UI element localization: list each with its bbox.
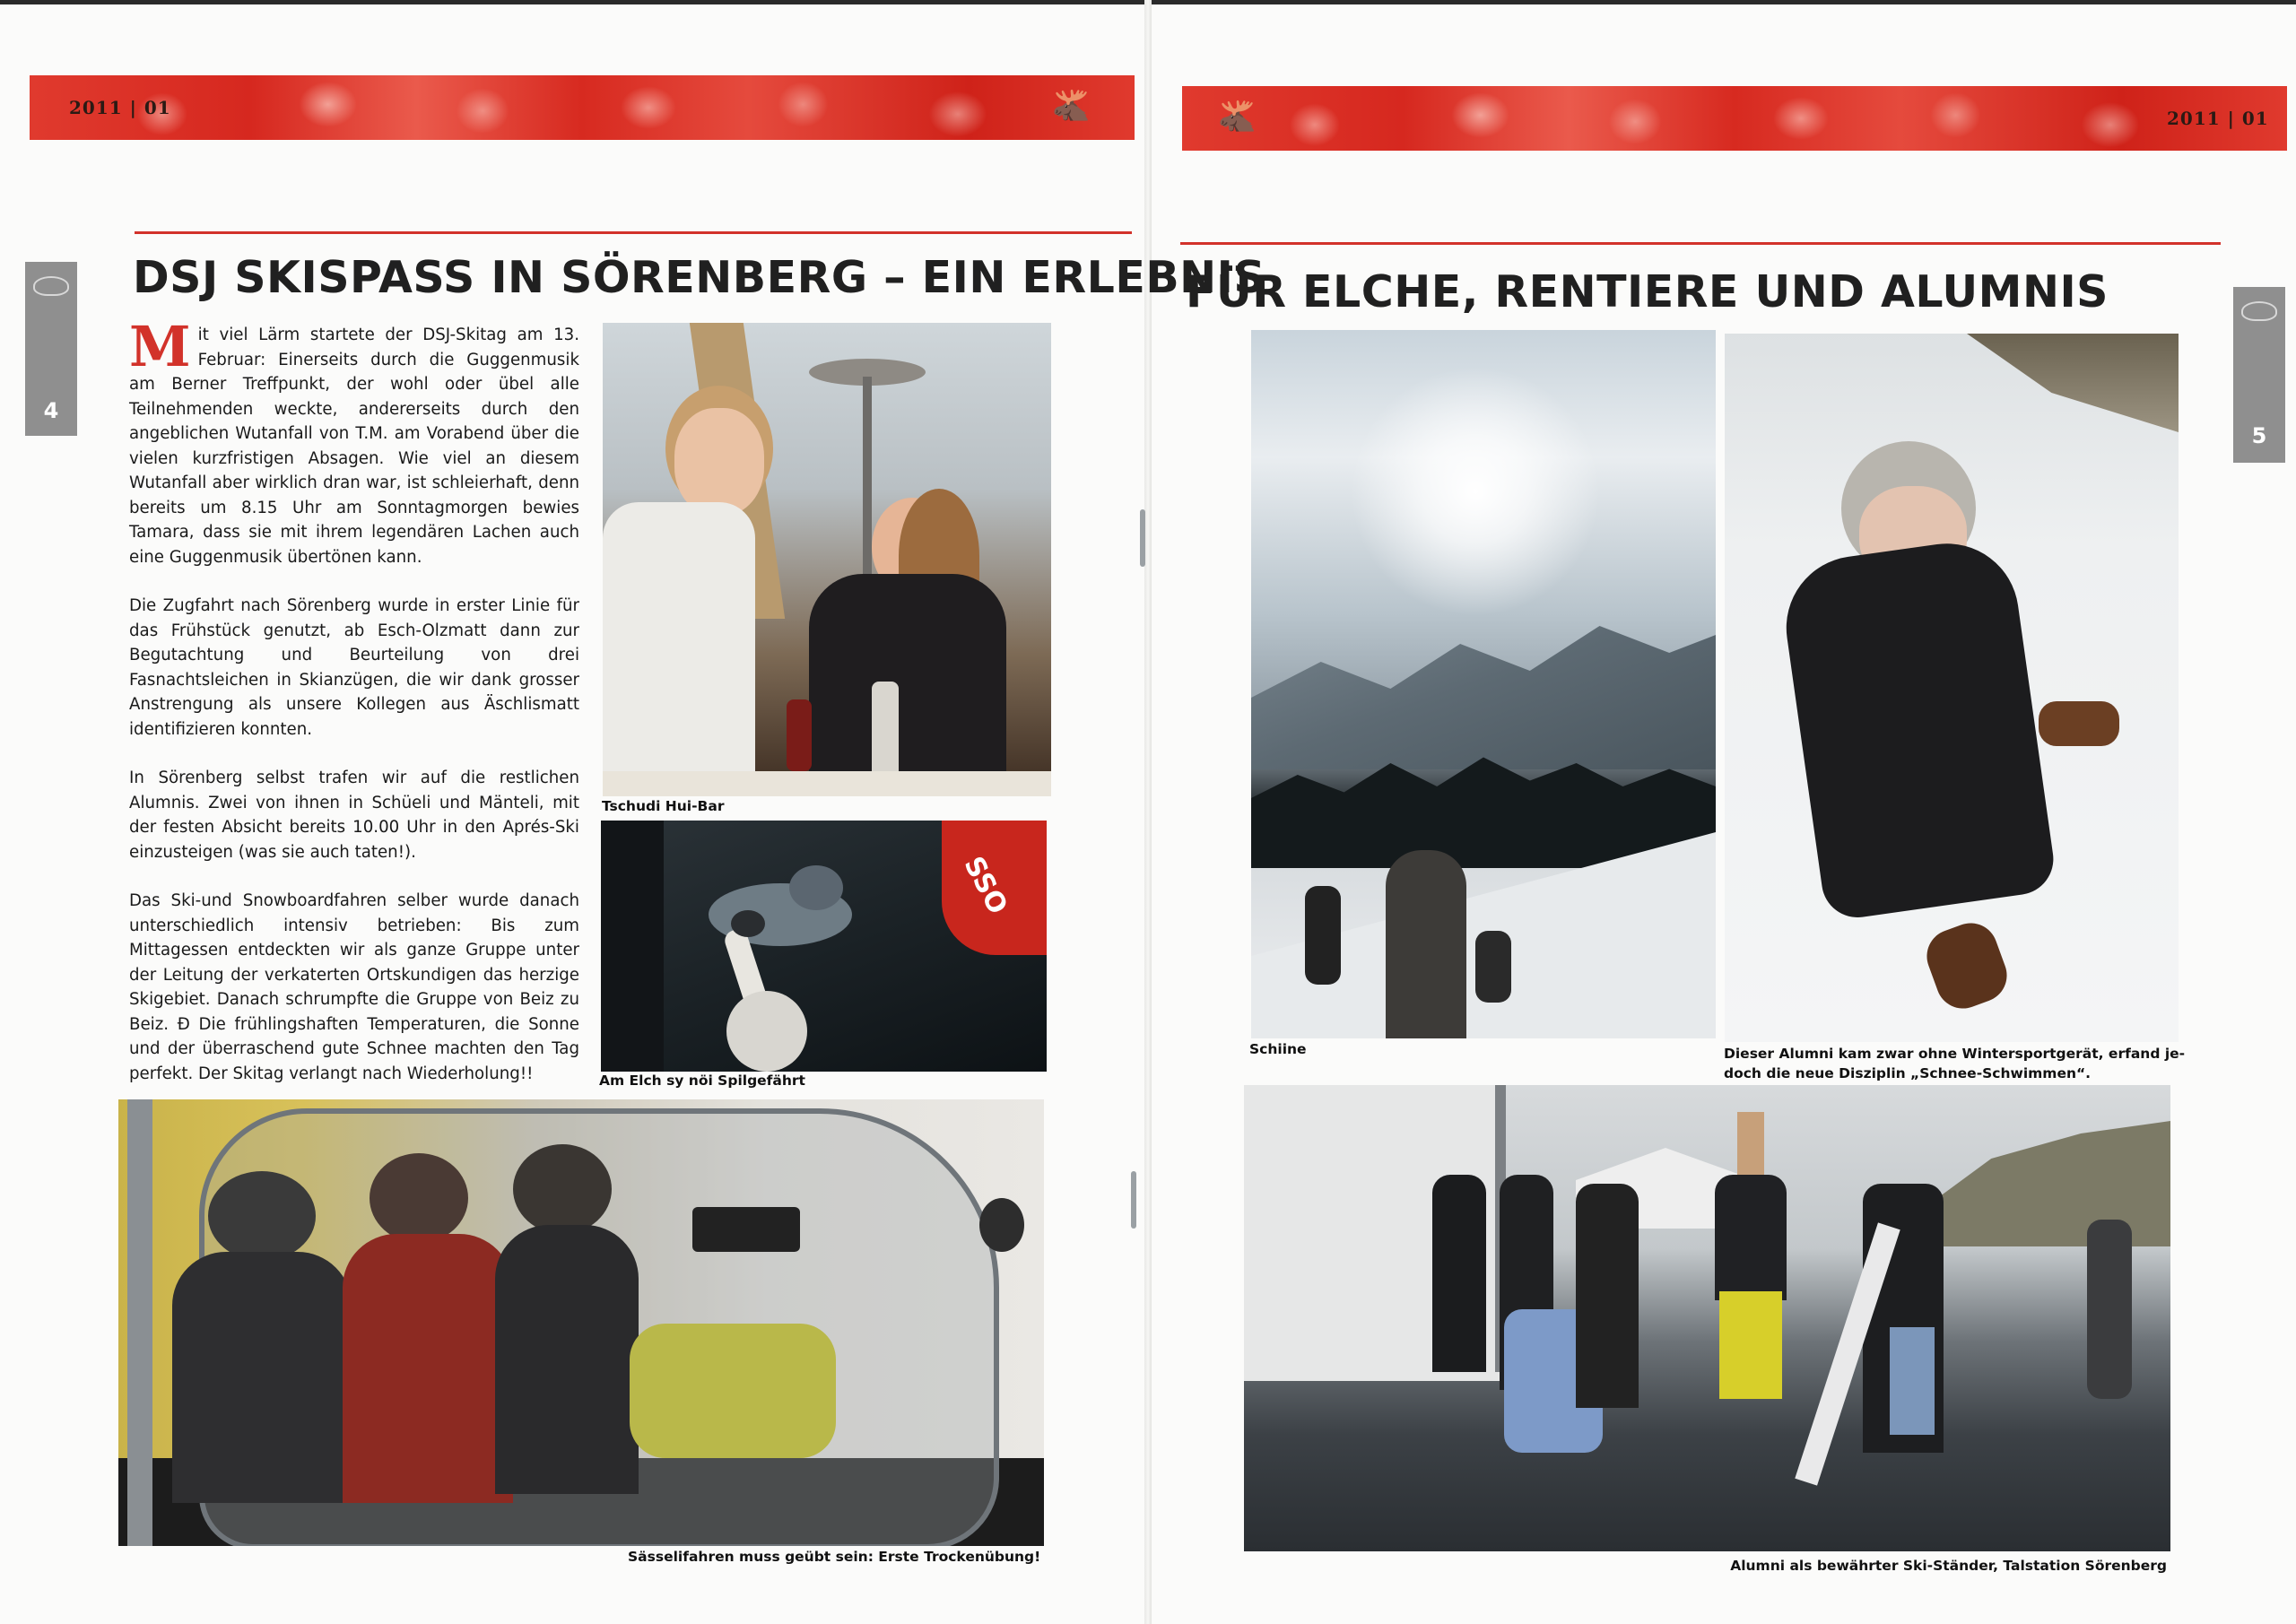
article-body (129, 314, 579, 1086)
moose-icon: 🫎 (1052, 88, 1091, 124)
photo-snow-swimmer (1725, 334, 2179, 1042)
header-banner-right (1182, 86, 2287, 151)
page-number-left: 4 (43, 398, 59, 423)
page-number-right: 5 (2251, 423, 2267, 448)
staple-bottom (1131, 1171, 1136, 1229)
page-tab-left (25, 262, 77, 436)
photo-station (1244, 1085, 2170, 1551)
issue-number-right: 2011 | 01 (2167, 108, 2269, 129)
headline-left: DSJ SKISPASS IN SÖRENBERG – EIN ERLEBNIS (133, 252, 1266, 303)
drop-cap: M (129, 314, 191, 379)
page-gutter (1144, 0, 1152, 1624)
paragraph-3: In Sörenberg selbst trafen wir auf die restlichen Alumnis. Zwei von ihnen in Schüeli und Mänteli, mit der festen Absicht bereits 10.00 Uhr in den Aprés-Ski einzusteigen (was sie auch taten!). (129, 769, 579, 862)
headline-right: FÜR ELCHE, RENTIERE UND ALUMNIS (1186, 266, 2109, 317)
photo-elch (601, 821, 1047, 1072)
caption-elch: Am Elch sy nöi Spilgefährt (599, 1073, 805, 1089)
flag-text: SSO (957, 851, 1013, 920)
paragraph-1: Mit viel Lärm startete der DSJ-Skitag am 13. Februar: Einerseits durch die Guggenmusik am Berner Treffpunkt, der wohl oder übel alle Teilnehmenden weckte, andererseits durch den angeblichen Wutanfall von T.M. am Vorabend über die vielen kurzfristigen Absagen. Wie viel an diesem Wutanfall aber wirklich dran war, ist schleierhaft, denn bereits um 8.15 Uhr am Sonntagmorgen bewies Tamara, dass sie mit ihrem legendären Lachen auch eine Guggenmusik übertönen kann. (129, 314, 579, 567)
logo-icon (2241, 301, 2277, 321)
red-rule-left (135, 231, 1132, 234)
caption-gondola: Sässelifahren muss geübt sein: Erste Trockenübung! (628, 1549, 1041, 1565)
staple-top (1140, 509, 1145, 567)
caption-snow-line1: Dieser Alumni kam zwar ohne Wintersportgerät, erfand je- (1724, 1046, 2186, 1062)
red-rule-right (1180, 242, 2221, 245)
caption-schiine: Schiine (1249, 1041, 1307, 1057)
photo-schiine (1251, 330, 1716, 1038)
caption-station: Alumni als bewährter Ski-Ständer, Talstation Sörenberg (1730, 1558, 2167, 1574)
caption-snow-line2: doch die neue Disziplin „Schnee-Schwimmen“. (1724, 1065, 2092, 1081)
moose-icon: 🫎 (1218, 99, 1257, 135)
paragraph-2: Die Zugfahrt nach Sörenberg wurde in erster Linie für das Frühstück genutzt, ab Esch-Olzmatt dann zur Begutachtung und Beurteilung von drei Fasnachtsleichen in Skianzügen, die wir dank grosser Anstrengung als unsere Kollegen aus Äschlismatt identifizieren konnten. (129, 596, 579, 739)
issue-number-left: 2011 | 01 (69, 97, 171, 118)
page-tab-right (2233, 287, 2285, 463)
header-banner-left (30, 75, 1135, 140)
photo-gondola (118, 1099, 1044, 1546)
logo-icon (33, 276, 69, 296)
caption-bar: Tschudi Hui-Bar (602, 798, 725, 814)
paragraph-4: Das Ski-und Snowboardfahren selber wurde danach unterschiedlich intensiv betrieben: Bis zum Mittagessen entdeckten wir als ganze Gruppe unter der Leitung der verkaterten Ortskundigen das herzige Skigebiet. Danach schrumpfte die Gruppe von Beiz zu Beiz. Đ Die frühlingshaften Temperaturen, die Sonne und der überraschend gute Schnee machten den Tag perfekt. Der Skitag verlangt nach Wiederholung!! (129, 891, 579, 1083)
photo-bar (603, 323, 1051, 796)
